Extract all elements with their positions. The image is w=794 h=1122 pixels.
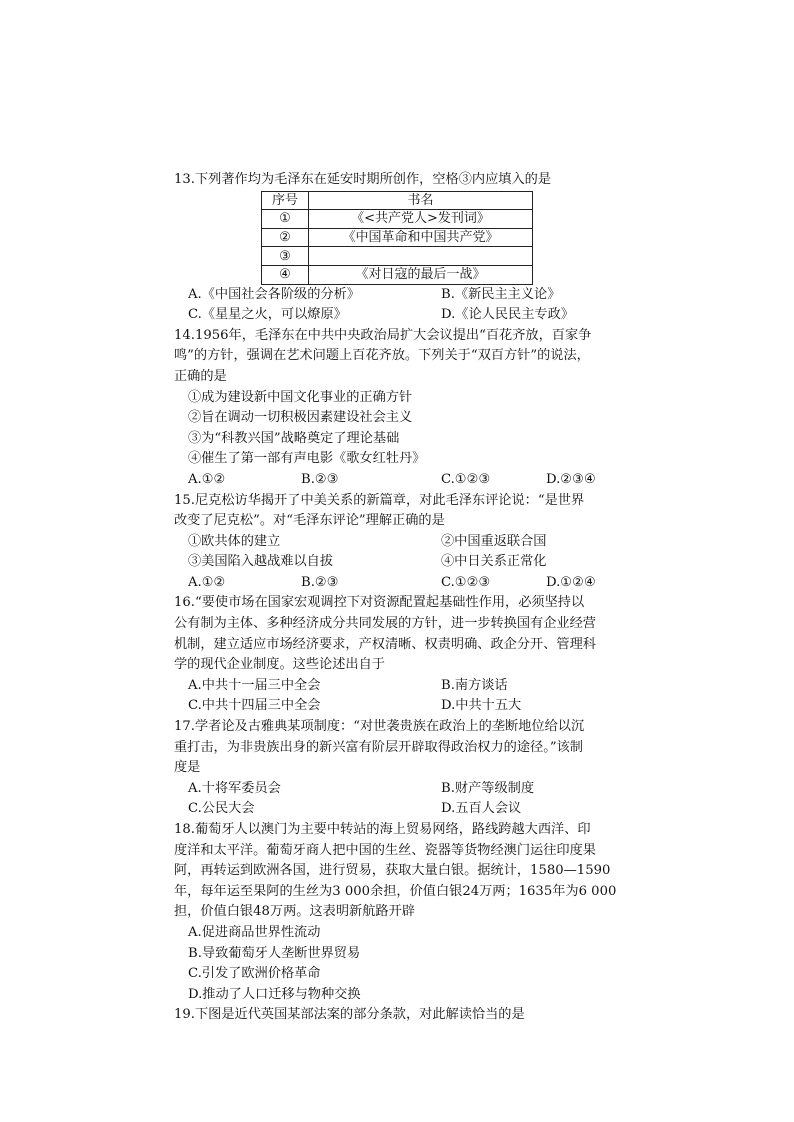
option-b[interactable]: B.南方谈话 — [441, 677, 508, 693]
q16-stem-line-1: 16.“要使市场在国家宏观调控下对资源配置起基础性作用，必须坚持以 — [174, 595, 585, 611]
q14-item-1: ①成为建设新中国文化事业的正确方针 — [188, 389, 413, 405]
q15-item-3: ③美国陷入越战难以自拔 — [188, 554, 334, 570]
q13-options-row-1 — [174, 285, 626, 306]
q16-options-row-1 — [174, 676, 626, 697]
table-row — [262, 247, 533, 266]
q18-stem-line-4: 年，每年运至果阿的生丝为3 000余担，价值白银24万两；1635年为6 000 — [174, 883, 617, 899]
q14-item-3: ③为“科教兴国”战略奠定了理论基础 — [188, 430, 400, 446]
q17-stem-line-2: 重打击，为非贵族出身的新兴富有阶层开辟取得政治权力的途径。”该制 — [174, 739, 583, 755]
table-row — [262, 265, 533, 284]
q18-stem-line-1: 18.葡萄牙人以澳门为主要中转站的海上贸易网络，路线跨越大西洋、印 — [174, 822, 591, 837]
option-d[interactable]: D.推动了人口迁移与物种交换 — [188, 986, 361, 1002]
q14-options — [174, 470, 626, 491]
q15-item-1: ①欧共体的建立 — [188, 533, 281, 549]
option-c[interactable]: C.引发了欧洲价格革命 — [188, 966, 321, 982]
q15-stem-line-2: 改变了尼克松”。对“毛泽东评论”理解正确的是 — [174, 513, 445, 529]
table-cell: ④ — [262, 265, 309, 284]
option-d[interactable]: D.中共十五大 — [441, 698, 522, 714]
option-a[interactable]: A.①② — [188, 574, 226, 590]
option-d[interactable]: D.《论人民民主专政》 — [441, 307, 574, 323]
q14-item-2: ②旨在调动一切积极因素建设社会主义 — [188, 410, 413, 426]
option-a[interactable]: A.《中国社会各阶级的分析》 — [188, 286, 360, 302]
q18-stem-line-3: 阿，再转运到欧洲各国，进行贸易，获取大量白银。据统计，1580—1590 — [174, 863, 611, 879]
q14-item-4: ④催生了第一部有声电影《歌女红牡丹》 — [188, 451, 426, 467]
option-b[interactable]: B.财产等级制度 — [441, 780, 535, 796]
option-c[interactable]: C.公民大会 — [188, 801, 255, 817]
table-cell: 《<共产党人>发刊词》 — [309, 210, 533, 229]
q14-stem-line-2: 鸣”的方针，强调在艺术问题上百花齐放。下列关于“双百方针”的说法， — [174, 348, 590, 364]
table-cell: ② — [262, 228, 309, 247]
option-d[interactable]: D.②③④ — [546, 471, 596, 487]
q17-stem-line-3: 度是 — [174, 760, 201, 776]
q14-stem-line-3: 正确的是 — [174, 368, 227, 384]
option-a[interactable]: A.①② — [188, 471, 226, 487]
table-header-number: 序号 — [262, 191, 309, 210]
option-b[interactable]: B.②③ — [301, 574, 339, 590]
q17-options-row-2 — [174, 799, 626, 820]
table-header-title: 书名 — [309, 191, 533, 210]
table-cell: 《对日寇的最后一战》 — [309, 265, 533, 284]
q18-stem-line-5: 担，价值白银48万两。这表明新航路开辟 — [174, 904, 415, 920]
option-a[interactable]: A.促进商品世界性流动 — [188, 924, 321, 940]
q15-item-4: ④中日关系正常化 — [441, 554, 547, 570]
option-c[interactable]: C.①②③ — [441, 574, 491, 590]
table-cell: ③ — [262, 247, 309, 266]
option-d[interactable]: D.①②④ — [546, 574, 596, 590]
q16-stem-line-3: 机制，建立适应市场经济要求，产权清晰、权责明确、政企分开、管理科 — [174, 636, 596, 652]
q15-items-row-1 — [174, 532, 626, 553]
q13-options-row-2 — [174, 305, 626, 326]
q17-stem-line-1: 17.学者论及古雅典某项制度：“对世袭贵族在政治上的垄断地位给以沉 — [174, 719, 585, 735]
table-row — [262, 210, 533, 229]
option-b[interactable]: B.《新民主主义论》 — [441, 286, 561, 302]
q13-book-table — [261, 191, 533, 285]
option-b[interactable]: B.导致葡萄牙人垄断世界贸易 — [188, 945, 361, 961]
q15-stem-line-1: 15.尼克松访华揭开了中美关系的新篇章，对此毛泽东评论说：“是世界 — [174, 492, 585, 508]
q14-stem-line-1: 14.1956年，毛泽东在中共中央政治局扩大会议提出“百花齐放，百家争 — [174, 327, 592, 343]
q18-stem-line-2: 度洋和太平洋。葡萄牙商人把中国的生丝、瓷器等货物经澳门运往印度果 — [174, 842, 596, 858]
option-d[interactable]: D.五百人会议 — [441, 801, 522, 817]
q19-stem: 19.下图是近代英国某部法案的部分条款，对此解读恰当的是 — [174, 1007, 525, 1023]
q16-options-row-2 — [174, 696, 626, 717]
q16-stem-line-4: 学的现代企业制度。这些论述出自于 — [174, 657, 385, 673]
q17-options-row-1 — [174, 779, 626, 800]
q16-stem-line-2: 公有制为主体、多种经济成分共同发展的方针，进一步转换国有企业经营 — [174, 616, 596, 632]
option-c[interactable]: C.①②③ — [441, 471, 491, 487]
option-a[interactable]: A.中共十一届三中全会 — [188, 677, 321, 693]
table-row — [262, 228, 533, 247]
table-cell: 《中国革命和中国共产党》 — [309, 228, 533, 247]
q15-item-2: ②中国重返联合国 — [441, 533, 547, 549]
question-list — [174, 170, 626, 1026]
option-c[interactable]: C.中共十四届三中全会 — [188, 698, 321, 714]
option-c[interactable]: C.《星星之火，可以燎原》 — [188, 307, 347, 323]
q15-items-row-2 — [174, 552, 626, 573]
q15-options — [174, 573, 626, 594]
option-a[interactable]: A.十将军委员会 — [188, 780, 281, 796]
table-cell: ① — [262, 210, 309, 229]
table-header-row — [262, 191, 533, 210]
table-cell-blank — [309, 247, 533, 266]
option-b[interactable]: B.②③ — [301, 471, 339, 487]
q13-stem: 13.下列著作均为毛泽东在延安时期所创作，空格③内应填入的是 — [174, 172, 552, 187]
